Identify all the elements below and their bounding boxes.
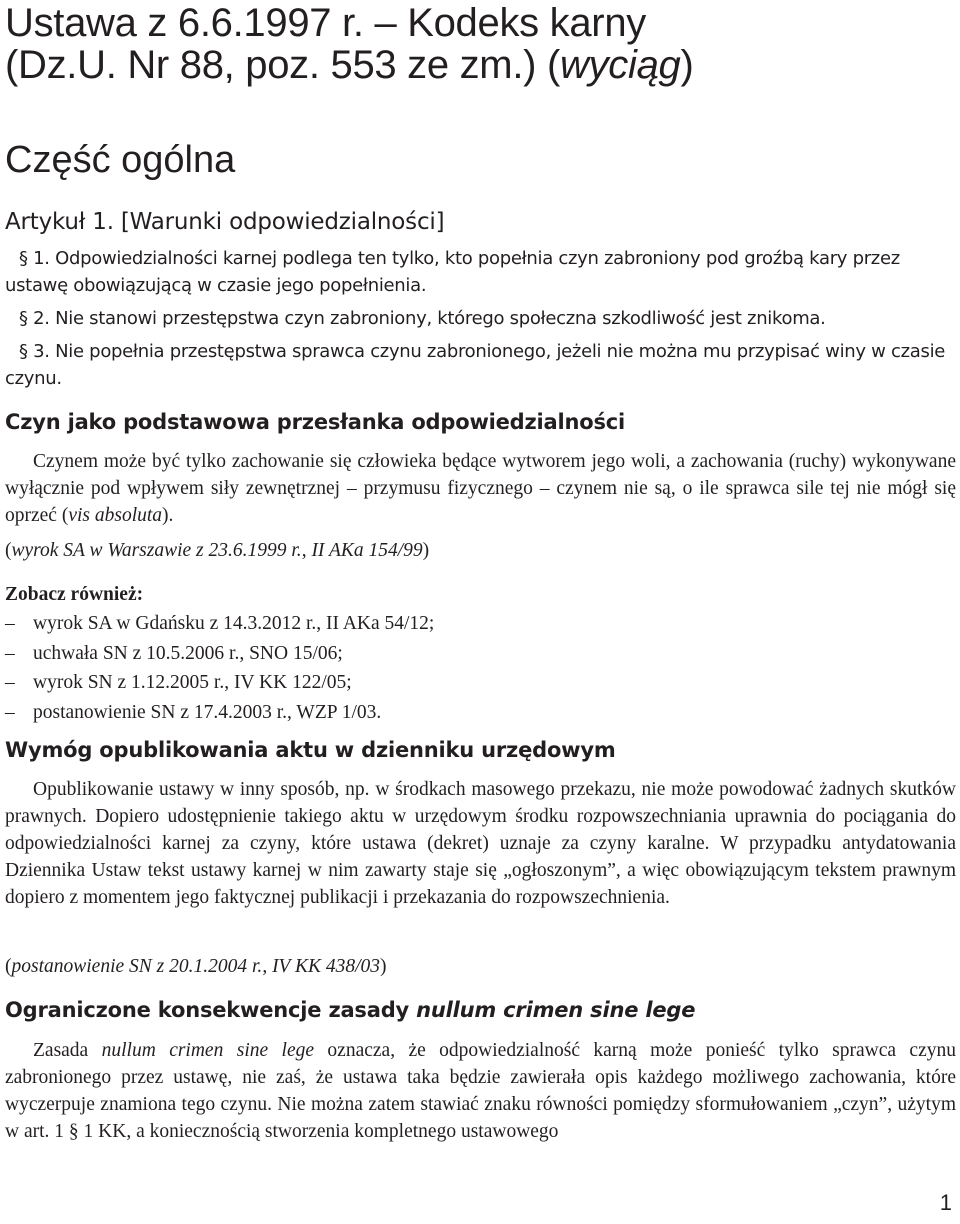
see-also-list: [5, 609, 434, 727]
citation-close: ): [422, 540, 430, 561]
list-item: [5, 639, 434, 669]
list-item: [5, 668, 434, 698]
section-act-text: [5, 448, 956, 529]
list-item-text: postanowienie SN z 17.4.2003 r., WZP 1/03.: [33, 701, 382, 723]
citation-separator: ,: [262, 956, 273, 977]
section-publication-citation: [5, 953, 387, 980]
heading-prefix: Ograniczone konsekwencje zasady: [5, 998, 417, 1022]
paragraph-2: [5, 305, 955, 332]
section-act-text-italic: vis absoluta: [68, 505, 163, 526]
heading-italic: nullum crimen sine lege: [416, 998, 696, 1022]
section-act-text-main: Czynem może być tylko zachowanie się człowieka będące wytworem jego woli, a zachowania (ruchy) wykonywane wyłącznie pod wpływem siły zewnętrznej – przymusu fizycznego – czynem nie są, o ile sprawca sile tej nie mógł się oprzeć (: [5, 451, 956, 526]
citation-open: (: [5, 956, 12, 977]
list-item-text: wyrok SN z 1.12.2005 r., IV KK 122/05;: [33, 672, 352, 693]
list-item: [5, 698, 434, 728]
title-line-2-prefix: (Dz.U. Nr 88, poz. 553 ze zm.) (: [5, 43, 560, 87]
paragraph-1: [5, 245, 955, 299]
section-heading-nullum-crimen: [5, 995, 695, 1025]
dash-bullet: –: [5, 613, 15, 634]
citation-signature: II AKa 154/99: [311, 540, 423, 561]
section-nullum-crimen-text: [5, 1037, 956, 1145]
paragraph-2-number: § 2.: [19, 308, 50, 329]
title-line-2-suffix: ): [680, 43, 694, 87]
citation-court: postanowienie SN z 20.1.2004 r.: [11, 956, 263, 977]
paragraph-1-text: Odpowiedzialności karnej podlega ten tylko, kto popełnia czyn zabroniony pod groźbą kary przez ustawę obowiązującą w czasie jego popełnienia.: [5, 248, 900, 296]
list-item-text: uchwała SN z 10.5.2006 r., SNO 15/06;: [33, 642, 343, 664]
citation-close: ): [380, 956, 387, 977]
paragraph-2-text: Nie stanowi przestępstwa czyn zabroniony, którego społeczna szkodliwość jest znikoma.: [55, 308, 826, 329]
paragraph-3-number: § 3.: [19, 341, 50, 362]
citation-signature: IV KK 438/03: [272, 956, 381, 977]
section-heading-publication: Wymóg opublikowania aktu w dzienniku urzędowym: [5, 738, 616, 762]
title-line-1: Ustawa z 6.6.1997 r. – Kodeks karny: [5, 1, 646, 45]
dash-bullet: –: [5, 642, 15, 664]
paragraph-3-text: Nie popełnia przestępstwa sprawca czynu zabronionego, jeżeli nie można mu przypisać winy w czasie czynu.: [5, 341, 946, 389]
citation-open: (: [5, 540, 12, 561]
section-publication-text: Opublikowanie ustawy w inny sposób, np. w środkach masowego przekazu, nie może powodować żadnych skutków prawnych. Dopiero udostępnienie takiego aktu w urzędowym środku rozpowszechniania uprawnia do pociągania do odpowiedzialności karnej za czyny, które ustawa (dekret) uznaje za czyny karalne. W przypadku antydatowania Dziennika Ustaw tekst ustawy karnej w nim zawarty staje się „ogłoszonym”, a więc obowiązującym tekstem prawnym dopiero z momentem jego faktycznej publikacji i przekazania do rozpowszechnienia.: [5, 779, 956, 908]
text-italic: nullum crimen sine lege: [101, 1040, 315, 1061]
text-prefix: Zasada: [33, 1040, 102, 1061]
paragraph-1-number: § 1.: [19, 248, 50, 269]
section-act-citation: [5, 537, 429, 564]
see-also-title: Zobacz również:: [5, 584, 144, 605]
title-line-2-italic: wyciąg: [560, 43, 681, 87]
list-item-text: wyrok SA w Gdańsku z 14.3.2012 r., II AKa 54/12;: [33, 613, 435, 634]
article-heading: Artykuł 1. [Warunki odpowiedzialności]: [5, 209, 445, 235]
list-item: [5, 609, 434, 639]
text-main: oznacza, że odpowiedzialność karną może ponieść tylko sprawca czynu zabronionego przez ustawę, nie zaś, że ustawa taka będzie zawierała opis każdego możliwego zachowania, które wyczerpuje znamiona tego czynu. Nie można zatem stawiać znaku równości pomiędzy sformułowaniem „czyn”, użytym w art. 1 § 1 KK, a koniecznością stworzenia kompletnego ustawowego: [5, 1040, 956, 1142]
paragraph-3: [5, 338, 955, 392]
section-heading-act: Czyn jako podstawowa przesłanka odpowiedzialności: [5, 410, 626, 434]
citation-court: wyrok SA w Warszawie z 23.6.1999 r.: [11, 540, 302, 561]
dash-bullet: –: [5, 672, 15, 693]
part-heading: Część ogólna: [5, 139, 236, 181]
citation-separator: ,: [301, 540, 312, 561]
page-number: 1: [939, 1190, 952, 1215]
dash-bullet: –: [5, 701, 15, 723]
document-title: [5, 2, 694, 86]
section-act-text-end: ).: [162, 505, 174, 526]
